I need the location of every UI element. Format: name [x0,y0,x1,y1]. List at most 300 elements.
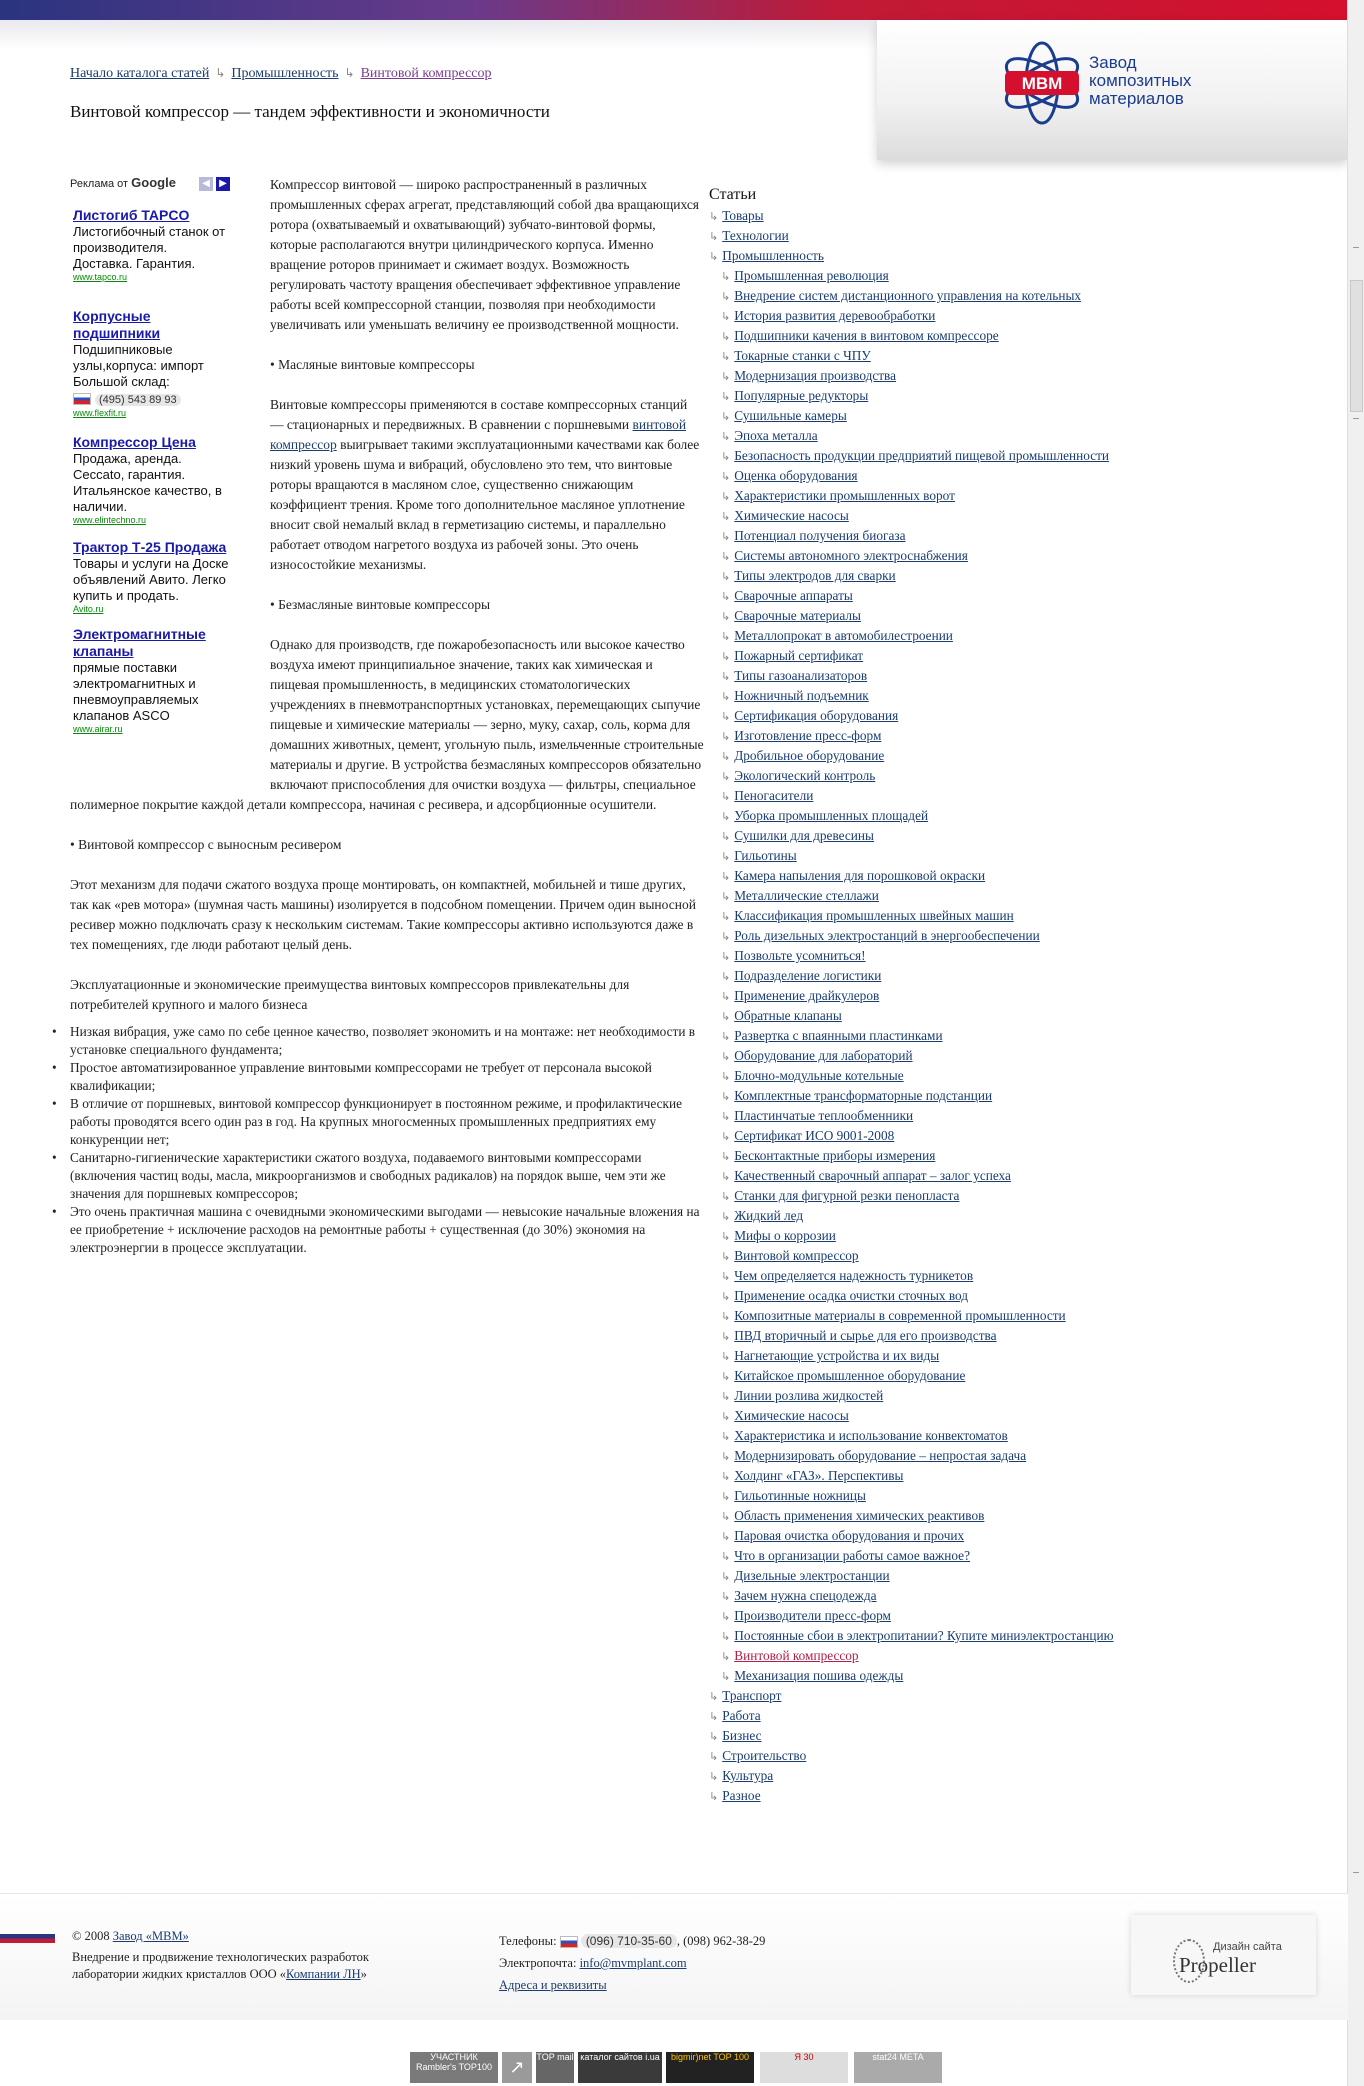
sidebar-link[interactable]: Зачем нужна спецодежда [734,1588,877,1603]
sidebar-subitem[interactable] [709,866,1179,886]
sidebar-arrow-icon: ↳ [721,630,731,643]
sidebar-list [709,206,1179,1806]
sidebar-subitem[interactable] [709,826,1179,846]
list-item: • В отличие от поршневых, винтовой компрессор функционирует в постоянном режиме, и профилактические работы проводятся всего один раз в год. На крупных многосменных промышленных предприятиях ему конкуренции нет; [70,1095,704,1149]
sidebar-arrow-icon: ↳ [721,710,731,723]
sidebar-subitem[interactable] [709,406,1179,426]
ads-header: Реклама от Google ◀ ▶ [70,175,230,193]
list-item: • Простое автоматизированное управление винтовыми компрессорами не требует от персонала высокой квалификации; [70,1059,704,1095]
yandex-counter[interactable]: Я 30 [760,2052,848,2083]
sidebar-subitem[interactable] [709,1486,1179,1506]
sidebar-subitem[interactable] [709,1426,1179,1446]
sidebar-arrow-icon: ↳ [709,1790,719,1803]
sidebar-arrow-icon: ↳ [721,430,731,443]
sidebar-link[interactable]: Сварочные аппараты [734,588,853,603]
sidebar-link[interactable]: Композитные материалы в современной промышленности [734,1308,1066,1323]
sidebar-subitem[interactable] [709,1646,1179,1666]
sidebar-arrow-icon: ↳ [709,1750,719,1763]
ad-title[interactable]: Корпусные подшипники [73,308,161,341]
sidebar-item[interactable] [709,1746,1179,1766]
sidebar-arrow-icon: ↳ [721,1150,731,1163]
article-paragraph: Винтовые компрессоры применяются в составе компрессорных станций — стационарных и передвижных. В сравнении с поршневыми винтовой компрессор выигрывает такими эксплуатационными качествами как более низкий уровень шума и вибраций, обусловлено это тем, что винтовые роторы вращаются в масляном слое, существенно снижающим коэффициент трения. Кроме того дополнительное масляное уплотнение вносит свой немалый вклад в герметизацию системы, и параллельно работает отводом нагретого воздуха из рабочей зоны. Это очень износостойкие механизмы. [270,397,700,572]
sidebar-arrow-icon: ↳ [721,830,731,843]
sidebar-subitem[interactable] [709,1526,1179,1546]
ad-url[interactable]: Avito.ru [73,604,104,614]
sidebar-arrow-icon: ↳ [721,450,731,463]
sidebar-link[interactable]: Изготовление пресс-форм [734,728,882,743]
sidebar-link[interactable]: Уборка промышленных площадей [734,808,929,823]
sidebar-link[interactable]: Металлические стеллажи [734,888,879,903]
arrow-counter-icon[interactable]: ↗ [502,2052,532,2083]
ad-title[interactable]: Трактор Т-25 Продажа [73,539,227,555]
sidebar-arrow-icon: ↳ [721,330,731,343]
sidebar-link[interactable]: Химические насосы [734,508,849,523]
sidebar-link[interactable]: Сертификат ИСО 9001-2008 [734,1128,895,1143]
sidebar-subitem[interactable] [709,1026,1179,1046]
sidebar-subitem[interactable] [709,526,1179,546]
sidebar-arrow-icon: ↳ [721,1670,731,1683]
sidebar-link[interactable]: Сушилки для древесины [734,828,874,843]
sidebar-item[interactable] [709,246,1179,266]
sidebar-arrow-icon: ↳ [721,950,731,963]
sidebar-link[interactable]: Сертификация оборудования [734,708,899,723]
sidebar-arrow-icon: ↳ [721,770,731,783]
sidebar-subitem[interactable] [709,1126,1179,1146]
sidebar-arrow-icon: ↳ [721,690,731,703]
sidebar-arrow-icon: ↳ [721,1070,731,1083]
sidebar-subitem[interactable] [709,946,1179,966]
sidebar-link[interactable]: Типы газоанализаторов [734,668,868,683]
sidebar-link[interactable]: Постоянные сбои в электропитании? Купите миниэлектростанцию [734,1628,1114,1643]
sidebar-subitem[interactable] [709,646,1179,666]
sidebar-arrow-icon: ↳ [721,470,731,483]
sidebar-link[interactable]: Что в организации работы самое важное? [734,1548,970,1563]
sidebar-link[interactable]: Химические насосы [734,1408,849,1423]
sidebar-link[interactable]: Механизация пошива одежды [734,1668,904,1683]
sidebar-subitem[interactable] [709,1106,1179,1126]
sidebar-subitem[interactable] [709,806,1179,826]
ad-title[interactable]: Компрессор Цена [73,434,196,450]
iua-counter[interactable]: каталог сайтов i.ua [578,2052,662,2083]
sidebar-link[interactable]: Развертка с впаянными пластинками [734,1028,943,1043]
sidebar-link[interactable]: Классификация промышленных швейных машин [734,908,1014,923]
sidebar-subitem[interactable] [709,1446,1179,1466]
sidebar-arrow-icon: ↳ [721,410,731,423]
article-paragraph: Однако для производств, где пожаробезопасность или высокое качество воздуха имеют принципиальное значение, таких как химическая и пищевая промышленность, в медицинских стоматологических учреждениях в пневмотранспортных установках, перемещающих сыпучие пищевые и химические материалы — зерно, муку, сахар, соль, корма для домашних животных, цемент, угольную пыль, измельченные строительные материалы и другие. В устройства безмасляных компрессоров обязательно включают приспособления для очистки воздуха — фильтры, специальное полимерное покрытие каждой детали компрессора, начиная с ресивера, и адсорбционные осушители. [70,637,704,812]
sidebar-subitem[interactable] [709,906,1179,926]
sidebar-subitem[interactable] [709,1246,1179,1266]
sidebar-arrow-icon: ↳ [721,670,731,683]
footer-contacts: Телефоны: (096) 710-35-60 , (098) 962-38-29 Электропочта: info@mvmplant.com Адреса и реквизиты [499,1934,766,1992]
sidebar-arrow-icon: ↳ [721,1370,731,1383]
logo-panel[interactable] [877,20,1348,160]
sidebar-arrow-icon: ↳ [721,930,731,943]
sidebar-link[interactable]: Эпоха металла [734,428,818,443]
sidebar-link[interactable]: Транспорт [722,1688,782,1703]
stat24-counter[interactable]: stat24 META [854,2052,942,2083]
sidebar-subitem[interactable] [709,266,1179,286]
bigmir-counter[interactable]: bigmir)net TOP 100 [666,2052,754,2083]
sidebar-link[interactable]: Бизнес [722,1728,762,1743]
sidebar-arrow-icon: ↳ [721,1330,731,1343]
article-subheading: • Безмасляные винтовые компрессоры [270,597,491,612]
breadcrumb-home-link[interactable]: Начало каталога статей [70,66,210,81]
sidebar-arrow-icon: ↳ [721,1090,731,1103]
sidebar-arrow-icon: ↳ [721,990,731,1003]
sidebar-arrow-icon: ↳ [721,1410,731,1423]
sidebar-link[interactable]: Камера напыления для порошковой окраски [734,868,986,883]
sidebar-arrow-icon: ↳ [721,390,731,403]
top-gradient-bar [0,0,1348,20]
sidebar-subitem[interactable] [709,1366,1179,1386]
sidebar-item[interactable] [709,206,1179,226]
sidebar-link[interactable]: Модернизация производства [734,368,897,383]
sidebar-arrow-icon: ↳ [721,1490,731,1503]
sidebar-subitem[interactable] [709,1386,1179,1406]
sidebar-subitem[interactable] [709,846,1179,866]
sidebar-subitem[interactable] [709,1146,1179,1166]
sidebar-arrow-icon: ↳ [721,1270,731,1283]
sidebar-link[interactable]: Культура [722,1768,774,1783]
sidebar-subitem[interactable] [709,1466,1179,1486]
ad-title[interactable]: Листогиб TAPCO [73,207,190,223]
sidebar-link[interactable]: Популярные редукторы [734,388,869,403]
sidebar-link[interactable]: Обратные клапаны [734,1008,842,1023]
page-title: Винтовой компрессор — тандем эффективности и экономичности [70,102,550,121]
sidebar-arrow-icon: ↳ [721,370,731,383]
sidebar-arrow-icon: ↳ [721,1430,731,1443]
sidebar-link[interactable]: Системы автономного электроснабжения [734,548,968,563]
email-link[interactable]: info@mvmplant.com [579,1956,687,1970]
sidebar-link[interactable]: Линии розлива жидкостей [734,1388,884,1403]
list-item: • Это очень практичная машина с очевидными экономическими выгодами — невысокие начальные вложения на ее приобретение + исключение расходов на ремонтные работы + существенная (до 30%) экономия на электроэнергии в процессе эксплуатации. [70,1203,704,1257]
sidebar-subitem[interactable] [709,426,1179,446]
sidebar-arrow-icon: ↳ [721,530,731,543]
sidebar-arrow-icon: ↳ [721,790,731,803]
advantages-list [70,1023,704,1257]
sidebar-subitem[interactable] [709,326,1179,346]
sidebar-arrow-icon: ↳ [721,270,731,283]
sidebar-subitem[interactable] [709,1586,1179,1606]
sidebar-link[interactable]: Дробильное оборудование [734,748,885,763]
sidebar-subitem[interactable] [709,606,1179,626]
mail-counter[interactable]: TOP mail [536,2052,574,2083]
article-subheading: • Винтовой компрессор с выносным ресивером [70,837,342,852]
sidebar-arrow-icon: ↳ [721,1510,731,1523]
sidebar-arrow-icon: ↳ [721,1050,731,1063]
sidebar-arrow-icon: ↳ [721,1130,731,1143]
sidebar-arrow-icon: ↳ [709,230,719,243]
sidebar-subitem[interactable] [709,306,1179,326]
sidebar-link[interactable]: Бесконтактные приборы измерения [734,1148,936,1163]
sidebar-arrow-icon: ↳ [721,1350,731,1363]
sidebar-arrow-icon: ↳ [709,210,719,223]
sidebar-subitem[interactable] [709,1326,1179,1346]
google-logo: Google [131,175,176,190]
sidebar-link[interactable]: Строительство [722,1748,807,1763]
ad-item[interactable]: Листогиб TAPCO Листогибочный станок от производителя. Доставка. Гарантия. www.tapco.ru [70,207,230,282]
sidebar-subitem[interactable] [709,1186,1179,1206]
vertical-scrollbar[interactable] [1347,0,1364,2086]
sidebar-arrow-icon: ↳ [721,1310,731,1323]
sidebar-subitem[interactable] [709,586,1179,606]
sidebar-item[interactable] [709,1686,1179,1706]
sidebar-link[interactable]: Токарные станки с ЧПУ [734,348,871,363]
sidebar-link[interactable]: Промышленная революция [734,268,889,283]
sidebar-arrow-icon: ↳ [709,1730,719,1743]
sidebar-arrow-icon: ↳ [721,590,731,603]
sidebar-subitem[interactable] [709,986,1179,1006]
sidebar-subitem[interactable] [709,1606,1179,1626]
sidebar-link[interactable]: Безопасность продукции предприятий пищевой промышленности [734,448,1110,463]
sidebar-subitem[interactable] [709,486,1179,506]
sidebar-subitem[interactable] [709,1406,1179,1426]
sidebar-link[interactable]: Внедрение систем дистанционного управления на котельных [734,288,1082,303]
sidebar-subitem[interactable] [709,1506,1179,1526]
footer-left: © 2008 Завод «МВМ» Внедрение и продвижение технологических разработок лаборатории жидких кристаллов ООО «Компании ЛН» [72,1929,369,1981]
list-item: • Санитарно-гигиенические характеристики сжатого воздуха, подаваемого винтовыми компрессорами (включения частиц воды, масла, микроорганизмов и свободных радикалов) на порядок выше, чем эти же значения для поршневых компрессоров; [70,1149,704,1203]
article-paragraph: Компрессор винтовой — широко распространенный в различных промышленных сферах агрегат, представляющий собой два вращающихся ротора (охватываемый и охватывающий) зубчато-винтовой формы, которые располагаются внутри цилиндрического корпуса. Именно вращение роторов принимает и сжимает воздух. Возможность регулировать частоту вращения обеспечивает эффективное управление работы всей компрессорной станции, позволяя при необходимости увеличивать или уменьшать величину ее производственной мощности. [270,177,700,332]
sidebar-arrow-icon: ↳ [721,1570,731,1583]
sidebar-subitem[interactable] [709,1286,1179,1306]
sidebar-link[interactable]: Товары [722,208,764,223]
sidebar-subitem[interactable] [709,746,1179,766]
sidebar-arrow-icon: ↳ [721,1450,731,1463]
inline-compressor-link[interactable]: винтовой компрессор [270,417,687,452]
sidebar-arrow-icon: ↳ [721,810,731,823]
sidebar-arrow-icon: ↳ [721,1010,731,1023]
sidebar-link[interactable]: Сушильные камеры [734,408,847,423]
sidebar-arrow-icon: ↳ [721,1250,731,1263]
sidebar-link[interactable]: Потенциал получения биогаза [734,528,906,543]
ads-prev-icon[interactable]: ◀ [199,177,213,191]
sidebar-link[interactable]: Характеристика и использование конвектоматов [734,1428,1008,1443]
sidebar-arrow-icon: ↳ [721,1210,731,1223]
sidebar-link[interactable]: ПВД вторичный и сырье для его производства [734,1328,997,1343]
rambler-counter[interactable]: УЧАСТНИК Rambler's TOP100 [410,2052,498,2083]
sidebar-item[interactable] [709,1766,1179,1786]
sidebar-link[interactable]: Оборудование для лабораторий [734,1048,913,1063]
sidebar-arrow-icon: ↳ [721,850,731,863]
sidebar-link[interactable]: Ножничный подъемник [734,688,869,703]
sidebar-arrow-icon: ↳ [721,910,731,923]
ad-url[interactable]: www.flexfit.ru [73,408,127,418]
sidebar-subitem[interactable] [709,726,1179,746]
sidebar-subitem[interactable] [709,966,1179,986]
sidebar-link[interactable]: Производители пресс-форм [734,1608,891,1623]
sidebar-subitem[interactable] [709,766,1179,786]
sidebar-arrow-icon: ↳ [721,1530,731,1543]
sidebar-link[interactable]: Пожарный сертификат [734,648,864,663]
sidebar-arrow-icon: ↳ [721,550,731,563]
sidebar-arrow-icon: ↳ [721,1290,731,1303]
top-fade [0,20,877,50]
sidebar-link[interactable]: Жидкий лед [734,1208,804,1223]
sidebar-subitem[interactable] [709,1166,1179,1186]
sidebar-arrow-icon: ↳ [721,750,731,763]
sidebar-subitem[interactable] [709,566,1179,586]
ad-item[interactable]: Корпусные подшипники Подшипниковые узлы,корпуса: импорт Большой склад: (495) 543 89 93 www.flexfit.ru [70,308,230,418]
sidebar-link[interactable]: Область применения химических реактивов [734,1508,985,1523]
sidebar-subitem[interactable] [709,1006,1179,1026]
ad-phone[interactable]: (495) 543 89 93 [95,394,181,406]
sidebar-arrow-icon: ↳ [721,1470,731,1483]
sidebar-link[interactable]: Паровая очистка оборудования и прочих [734,1528,965,1543]
ad-item[interactable]: Трактор Т-25 Продажа Товары и услуги на Доске объявлений Авито. Легко купить и продать. Avito.ru [73,539,229,614]
sidebar-link[interactable]: Позвольте усомниться! [734,948,866,963]
ad-url[interactable]: www.tapco.ru [73,272,128,282]
sidebar-item[interactable] [709,226,1179,246]
sidebar-arrow-icon: ↳ [721,650,731,663]
sidebar-link[interactable]: Промышленность [722,248,824,263]
sidebar-link[interactable]: Применение драйкулеров [734,988,880,1003]
sidebar-arrow-icon: ↳ [721,1230,731,1243]
ad-title[interactable]: Электромагнитные клапаны [73,626,206,659]
sidebar-arrow-icon: ↳ [721,1190,731,1203]
sidebar-subitem[interactable] [709,386,1179,406]
ad-url[interactable]: www.airar.ru [73,724,123,734]
sidebar-link[interactable]: Подразделение логистики [734,968,882,983]
sidebar-arrow-icon: ↳ [721,1390,731,1403]
sidebar-subitem[interactable] [709,706,1179,726]
sidebar-arrow-icon: ↳ [721,1030,731,1043]
sidebar-link[interactable]: Винтовой компрессор [734,1648,859,1663]
sidebar-arrow-icon: ↳ [721,1650,731,1663]
sidebar-link[interactable]: Мифы о коррозии [734,1228,836,1243]
requisites-link[interactable]: Адреса и реквизиты [499,1978,607,1992]
sidebar-link[interactable]: Комплектные трансформаторные подстанции [734,1088,993,1103]
ads-next-icon[interactable]: ▶ [216,177,230,191]
sidebar-link[interactable]: Винтовой компрессор [734,1248,859,1263]
sidebar-subitem[interactable] [709,1666,1179,1686]
sidebar-subitem[interactable] [709,346,1179,366]
sidebar-subitem[interactable] [709,1346,1179,1366]
sidebar-subitem[interactable] [709,1566,1179,1586]
sidebar-arrow-icon: ↳ [721,510,731,523]
sidebar-arrow-icon: ↳ [721,290,731,303]
sidebar-arrow-icon: ↳ [721,1610,731,1623]
sidebar-item[interactable] [709,1726,1179,1746]
atom-logo-icon [997,38,1087,128]
sidebar-arrow-icon: ↳ [721,1550,731,1563]
sidebar-link[interactable]: Качественный сварочный аппарат – залог успеха [734,1168,1011,1183]
sidebar-subitem[interactable] [709,1626,1179,1646]
sidebar-subitem[interactable] [709,1086,1179,1106]
sidebar-subitem[interactable] [709,366,1179,386]
breadcrumb-current-link[interactable]: Винтовой компрессор [360,66,492,81]
sidebar-item[interactable] [709,1786,1179,1806]
ad-item[interactable]: Компрессор Цена Продажа, аренда. Ceccato, гарантия. Итальянское качество, в наличии. www.elintechno.ru [70,434,230,525]
sidebar-link[interactable]: Китайское промышленное оборудование [734,1368,966,1383]
sidebar-arrow-icon: ↳ [721,730,731,743]
sidebar-link[interactable]: Металлопрокат в автомобилестроении [734,628,953,643]
sidebar-arrow-icon: ↳ [721,610,731,623]
breadcrumb-industry-link[interactable]: Промышленность [231,66,339,81]
sidebar-link[interactable]: Гильотинные ножницы [734,1488,866,1503]
sidebar-link[interactable]: Разное [722,1788,761,1803]
sidebar-link[interactable]: Оценка оборудования [734,468,858,483]
sidebar-arrow-icon: ↳ [721,570,731,583]
sidebar-subitem[interactable] [709,886,1179,906]
article-subheading: • Масляные винтовые компрессоры [270,357,475,372]
sidebar-arrow-icon: ↳ [721,1590,731,1603]
sidebar-subitem[interactable] [709,506,1179,526]
sidebar-arrow-icon: ↳ [709,250,719,263]
breadcrumb: Начало каталога статей ↳ Промышленность ↳ Винтовой компрессор [70,66,492,81]
sidebar-subitem[interactable] [709,546,1179,566]
sidebar-subitem[interactable] [709,1226,1179,1246]
sidebar-link[interactable]: Сварочные материалы [734,608,861,623]
sidebar-item[interactable] [709,1706,1179,1726]
sidebar-link[interactable]: Холдинг «ГАЗ». Перспективы [734,1468,904,1483]
sidebar-link[interactable]: Нагнетающие устройства и их виды [734,1348,940,1363]
designer-badge[interactable]: Дизайн сайта Propeller [1131,1915,1316,1995]
sidebar-subitem[interactable] [709,926,1179,946]
sidebar-subitem[interactable] [709,466,1179,486]
phone-chip[interactable]: (096) 710-35-60 [581,1934,677,1948]
sidebar-subitem[interactable] [709,1266,1179,1286]
sidebar-title: Статьи [709,186,757,203]
sidebar-link[interactable]: Пеногасители [734,788,814,803]
sidebar-arrow-icon: ↳ [721,1110,731,1123]
sidebar-subitem[interactable] [709,1206,1179,1226]
sidebar-arrow-icon: ↳ [709,1710,719,1723]
sidebar-link[interactable]: Гильотины [734,848,797,863]
sidebar-link[interactable]: Подшипники качения в винтовом компрессоре [734,328,999,343]
sidebar-subitem[interactable] [709,666,1179,686]
sidebar-link[interactable]: Роль дизельных электростанций в энергообеспечении [734,928,1040,943]
ad-item[interactable]: Электромагнитные клапаны прямые поставки электромагнитных и пневмоуправляемых клапанов ASCO www.airar.ru [70,626,230,734]
scrollbar-thumb[interactable] [1350,280,1363,412]
sidebar-subitem[interactable] [709,1046,1179,1066]
sidebar-subitem[interactable] [709,686,1179,706]
sidebar-arrow-icon: ↳ [721,1170,731,1183]
sidebar-link[interactable]: История развития деревообработки [734,308,936,323]
sidebar-link[interactable]: Пластинчатые теплообменники [734,1108,914,1123]
sidebar-subitem[interactable] [709,1306,1179,1326]
sidebar-subitem[interactable] [709,626,1179,646]
promo-company-link[interactable]: Компании ЛН [286,1967,361,1981]
sidebar-link[interactable]: Чем определяется надежность турникетов [734,1268,974,1283]
sidebar-link[interactable]: Применение осадка очистки сточных вод [734,1288,969,1303]
logo-emblem-text: МВМ [1021,74,1063,93]
sidebar-link[interactable]: Типы электродов для сварки [734,568,896,583]
sidebar-link[interactable]: Экологический контроль [734,768,876,783]
ad-url[interactable]: www.elintechno.ru [73,515,147,525]
article-paragraph: Эксплуатационные и экономические преимущества винтовых компрессоров привлекательны для потребителей крупного и малого бизнеса [70,977,630,1012]
sidebar-link[interactable]: Модернизировать оборудование – непростая задача [734,1448,1027,1463]
sidebar-link[interactable]: Работа [722,1708,761,1723]
article-paragraph: Этот механизм для подачи сжатого воздуха проще монтировать, он компактней, мобильней и тише других, так как «рев мотора» (шумная часть машины) изолируется в подсобном помещении. Причем один выносной ресивер можно подключать сразу к нескольким системам. Такие компрессоры активно используются даже в тех помещениях, где люди работают целый день. [70,877,696,952]
russia-flag-icon [560,1936,578,1948]
sidebar-link[interactable]: Характеристики промышленных ворот [734,488,955,503]
sidebar-subitem[interactable] [709,446,1179,466]
sidebar-link[interactable]: Станки для фигурной резки пенопласта [734,1188,960,1203]
sidebar-arrow-icon: ↳ [721,890,731,903]
sidebar-subitem[interactable] [709,786,1179,806]
company-link[interactable]: Завод «МВМ» [112,1929,189,1943]
logo-text: Завод композитных материалов [1089,53,1192,108]
sidebar-subitem[interactable] [709,1546,1179,1566]
sidebar-link[interactable]: Блочно-модульные котельные [734,1068,904,1083]
sidebar-arrow-icon: ↳ [709,1690,719,1703]
sidebar-subitem[interactable] [709,286,1179,306]
sidebar-link[interactable]: Дизельные электростанции [734,1568,890,1583]
sidebar-subitem[interactable] [709,1066,1179,1086]
sidebar-link[interactable]: Технологии [722,228,789,243]
sidebar-arrow-icon: ↳ [721,490,731,503]
sidebar-arrow-icon: ↳ [721,310,731,323]
